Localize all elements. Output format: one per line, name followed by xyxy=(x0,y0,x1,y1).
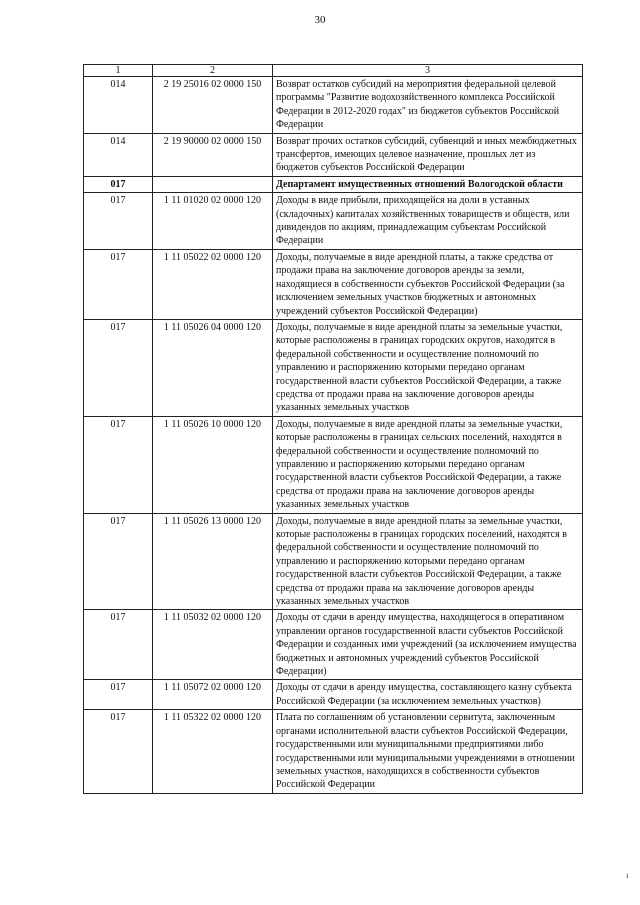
table-row xyxy=(84,416,583,513)
revenue-code-cell: 2 19 90000 02 0000 150 xyxy=(153,133,273,176)
revenue-codes-table xyxy=(83,64,583,794)
admin-code-cell: 014 xyxy=(84,77,153,134)
admin-code-cell: 017 xyxy=(84,513,153,610)
table-row xyxy=(84,513,583,610)
table-row xyxy=(84,680,583,710)
table-row xyxy=(84,710,583,793)
admin-code-cell: 017 xyxy=(84,680,153,710)
revenue-code-cell: 1 11 05026 04 0000 120 xyxy=(153,319,273,416)
table-row xyxy=(84,249,583,319)
description-cell: Доходы в виде прибыли, приходящейся на доли в уставных (складочных) капиталах хозяйственных товариществ и обществ, или дивидендов по акциям, принадлежащим субъектам Российской Федерации xyxy=(273,193,583,250)
revenue-code-cell: 2 19 25016 02 0000 150 xyxy=(153,77,273,134)
revenue-code-cell: 1 11 05032 02 0000 120 xyxy=(153,610,273,680)
description-cell: Возврат прочих остатков субсидий, субвенций и иных межбюджетных трансфертов, имеющих целевое назначение, прошлых лет из бюджетов субъектов Российской Федерации xyxy=(273,133,583,176)
revenue-code-cell: 1 11 05022 02 0000 120 xyxy=(153,249,273,319)
admin-code-cell: 017 xyxy=(84,610,153,680)
admin-code-cell: 017 xyxy=(84,193,153,250)
revenue-code-cell: 1 11 05072 02 0000 120 xyxy=(153,680,273,710)
admin-code-cell: 017 xyxy=(84,319,153,416)
table-row xyxy=(84,319,583,416)
description-cell: Возврат остатков субсидий на мероприятия федеральной целевой программы "Развитие водохозяйственного комплекса Российской Федерации в 2012-2020 годах" из бюджетов субъектов Российской Федерации xyxy=(273,77,583,134)
revenue-code-cell: 1 11 05322 02 0000 120 xyxy=(153,710,273,793)
table-header-row xyxy=(84,65,583,77)
description-cell: Доходы, получаемые в виде арендной платы за земельные участки, которые расположены в границах сельских поселений, находятся в федеральной собственности и осуществление полномочий по управлению и распоряжению которыми передано органам государственной власти субъектов Российской Федерации, а также средства от продажи права на заключение договоров аренды указанных земельных участков xyxy=(273,416,583,513)
department-row xyxy=(84,176,583,192)
description-cell: Доходы, получаемые в виде арендной платы за земельные участки, которые расположены в границах городских поселений, находятся в федеральной собственности и осуществление полномочий по управлению и распоряжению которыми передано органам государственной власти субъектов Российской Федерации, а также средства от продажи права на заключение договоров аренды указанных земельных участков xyxy=(273,513,583,610)
description-cell: Доходы от сдачи в аренду имущества, составляющего казну субъекта Российской Федерации (за исключением земельных участков) xyxy=(273,680,583,710)
table-row xyxy=(84,77,583,134)
table-row xyxy=(84,133,583,176)
revenue-code-cell xyxy=(153,176,273,192)
column-header-2: 2 xyxy=(153,65,273,77)
admin-code-cell: 017 xyxy=(84,249,153,319)
table-row xyxy=(84,193,583,250)
column-header-3: 3 xyxy=(273,65,583,77)
description-cell: Доходы, получаемые в виде арендной платы, а также средства от продажи права на заключение договоров аренды за земли, находящиеся в собственности субъектов Российской Федерации (за исключением земельных участков бюджетных и автономных учреждений субъектов Российской Федерации) xyxy=(273,249,583,319)
description-cell: Доходы от сдачи в аренду имущества, находящегося в оперативном управлении органов государственной власти субъектов Российской Федерации и созданных ими учреждений (за исключением имущества бюджетных и автономных учреждений субъектов Российской Федерации) xyxy=(273,610,583,680)
admin-code-cell: 017 xyxy=(84,710,153,793)
page-number: 30 xyxy=(314,14,326,26)
department-title-cell: Департамент имущественных отношений Вологодской области xyxy=(273,176,583,192)
revenue-code-cell: 1 11 05026 13 0000 120 xyxy=(153,513,273,610)
admin-code-cell: 014 xyxy=(84,133,153,176)
description-cell: Плата по соглашениям об установлении сервитута, заключенным органами исполнительной власти субъектов Российской Федерации, государственными или муниципальными предприятиями либо государственными или муниципальными учреждениями в отношении земельных участков, находящихся в собственности субъектов Российской Федерации xyxy=(273,710,583,793)
scan-edge-mark: ı xyxy=(626,870,629,880)
description-cell: Доходы, получаемые в виде арендной платы за земельные участки, которые расположены в границах городских округов, находятся в федеральной собственности и осуществление полномочий по управлению и распоряжению которыми передано органам государственной власти субъектов Российской Федерации, а также средства от продажи права на заключение договоров аренды указанных земельных участков xyxy=(273,319,583,416)
column-header-1: 1 xyxy=(84,65,153,77)
admin-code-cell: 017 xyxy=(84,416,153,513)
revenue-code-cell: 1 11 01020 02 0000 120 xyxy=(153,193,273,250)
admin-code-cell: 017 xyxy=(84,176,153,192)
table-row xyxy=(84,610,583,680)
revenue-code-cell: 1 11 05026 10 0000 120 xyxy=(153,416,273,513)
